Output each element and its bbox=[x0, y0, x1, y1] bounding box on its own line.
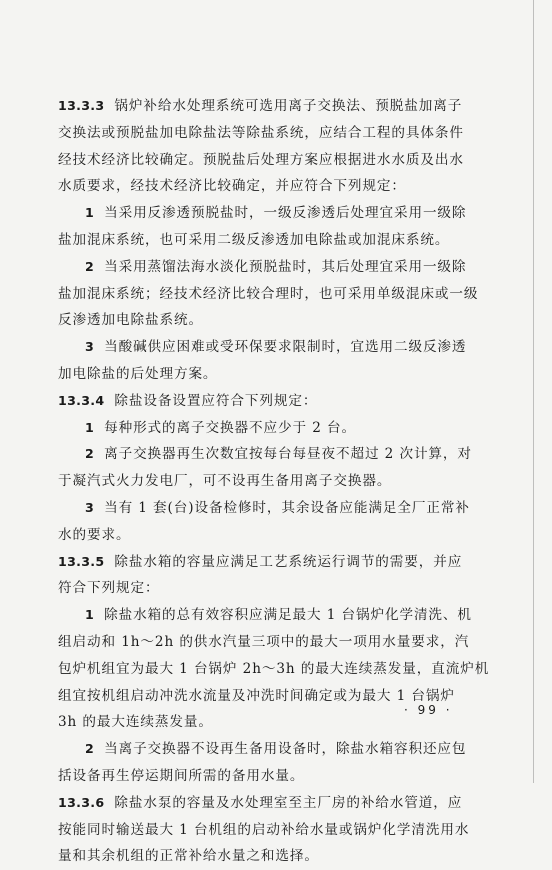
line-text: 水质要求，经技术经济比较确定，并应符合下列规定： bbox=[58, 178, 406, 195]
list-item-line bbox=[58, 602, 496, 629]
text-line bbox=[58, 468, 496, 495]
line-text: 当采用反渗透预脱盐时，一级反渗透后处理宜采用一级除 bbox=[104, 205, 467, 222]
clause-number: 13.3.5 bbox=[58, 553, 105, 569]
line-text: 经技术经济比较确定。预脱盐后处理方案应根据进水水质及出水 bbox=[58, 151, 464, 168]
line-text: 符合下列规定： bbox=[58, 580, 160, 597]
line-text: 按能同时输送最大 1 台机组的启动补给水量或锅炉化学清洗用水 bbox=[58, 821, 470, 838]
line-text: 除盐设备设置应符合下列规定： bbox=[114, 392, 318, 409]
clause-heading-line bbox=[58, 549, 496, 576]
line-text: 盐加混床系统，也可采用二级反渗透加电除盐或加混床系统。 bbox=[58, 231, 450, 248]
text-line bbox=[58, 120, 496, 147]
text-line bbox=[58, 763, 496, 790]
line-text: 3h 的最大连续蒸发量。 bbox=[58, 714, 213, 731]
line-text: 当有 1 套(台)设备检修时，其余设备应能满足全厂正常补 bbox=[104, 499, 470, 516]
line-text: 当离子交换器不设再生备用设备时，除盐水箱容积还应包 bbox=[104, 741, 467, 758]
line-text: 交换法或预脱盐加电除盐法等除盐系统，应结合工程的具体条件 bbox=[58, 124, 464, 141]
line-text: 当酸碱供应困难或受环保要求限制时，宜选用二级反渗透 bbox=[104, 339, 467, 356]
text-line bbox=[58, 281, 496, 308]
item-number: 2 bbox=[85, 741, 95, 757]
line-text: 离子交换器再生次数宜按每台每昼夜不超过 2 次计算，对 bbox=[104, 446, 472, 463]
line-text: 每种形式的离子交换器不应少于 2 台。 bbox=[104, 419, 356, 436]
item-number: 3 bbox=[85, 339, 95, 355]
line-text: 水的要求。 bbox=[58, 526, 131, 543]
text-line bbox=[58, 843, 496, 870]
list-item-line bbox=[58, 736, 496, 763]
list-item-line bbox=[58, 334, 496, 361]
page-number: · 99 · bbox=[404, 703, 453, 717]
line-text: 除盐水泵的容量及水处理室至主厂房的补给水管道，应 bbox=[114, 794, 463, 811]
text-line bbox=[58, 227, 496, 254]
line-text: 量和其余机组的正常补给水量之和选择。 bbox=[58, 848, 319, 865]
line-text: 反渗透加电除盐系统。 bbox=[58, 312, 203, 329]
line-text: 于凝汽式火力发电厂，可不设再生备用离子交换器。 bbox=[58, 473, 392, 490]
line-text: 括设备再生停运期间所需的备用水量。 bbox=[58, 767, 305, 784]
document-body bbox=[58, 93, 496, 870]
line-text: 盐加混床系统；经技术经济比较合理时，也可采用单级混床或一级 bbox=[58, 285, 479, 302]
line-text: 组宜按机组启动冲洗水流量及冲洗时间确定或为最大 1 台锅炉 bbox=[58, 687, 455, 704]
clause-number: 13.3.3 bbox=[58, 98, 105, 113]
text-line bbox=[58, 147, 496, 174]
text-line bbox=[58, 817, 496, 844]
text-line bbox=[58, 361, 496, 388]
list-item-line bbox=[58, 495, 496, 522]
line-text: 锅炉补给水处理系统可选用离子交换法、预脱盐加离子 bbox=[114, 98, 463, 114]
clause-number: 13.3.6 bbox=[58, 794, 105, 810]
item-number: 2 bbox=[85, 446, 95, 462]
clause-heading-line bbox=[58, 93, 496, 120]
clause-number: 13.3.4 bbox=[58, 392, 105, 408]
text-line bbox=[58, 656, 496, 683]
text-line bbox=[58, 522, 496, 549]
item-number: 1 bbox=[85, 205, 95, 221]
item-number: 3 bbox=[85, 499, 95, 515]
line-text: 除盐水箱的总有效容积应满足最大 1 台锅炉化学清洗、机 bbox=[104, 607, 472, 624]
line-text: 除盐水箱的容量应满足工艺系统运行调节的需要，并应 bbox=[114, 553, 463, 570]
list-item-line bbox=[58, 415, 496, 442]
line-text: 当采用蒸馏法海水淡化预脱盐时，其后处理宜采用一级除 bbox=[104, 258, 467, 275]
text-line bbox=[58, 575, 496, 602]
text-line bbox=[58, 173, 496, 200]
page-edge-line bbox=[533, 0, 534, 783]
item-number: 2 bbox=[85, 258, 95, 274]
line-text: 组启动和 1h～2h 的供水汽量三项中的最大一项用水量要求，汽 bbox=[58, 633, 470, 650]
clause-heading-line bbox=[58, 388, 496, 415]
list-item-line bbox=[58, 200, 496, 227]
text-line bbox=[58, 629, 496, 656]
line-text: 加电除盐的后处理方案。 bbox=[58, 365, 218, 382]
item-number: 1 bbox=[85, 607, 95, 623]
list-item-line bbox=[58, 441, 496, 468]
text-line bbox=[58, 307, 496, 334]
clause-heading-line bbox=[58, 790, 496, 817]
item-number: 1 bbox=[85, 419, 95, 435]
line-text: 包炉机组宜为最大 1 台锅炉 2h～3h 的最大连续蒸发量，直流炉机 bbox=[58, 660, 490, 677]
list-item-line bbox=[58, 254, 496, 281]
